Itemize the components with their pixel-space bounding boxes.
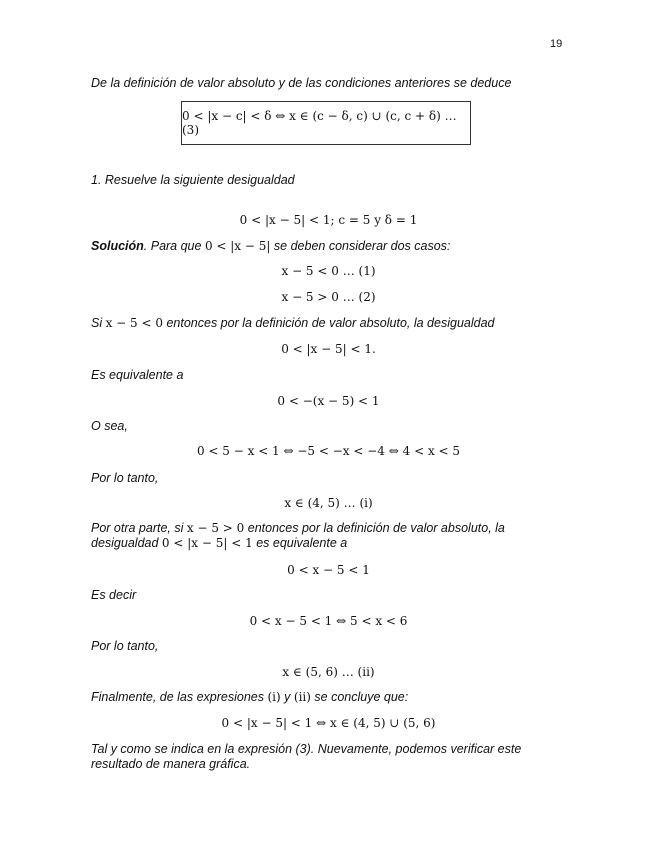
es-decir-text: Es decir	[91, 588, 137, 602]
equation-positive: 0 < x − 5 < 1	[287, 563, 370, 577]
closing-line-1: Tal y como se indica en la expresión (3). Nuevamente, podemos verificar este	[91, 742, 522, 756]
solution-line	[91, 239, 450, 254]
otra-text-d: es equivalente a	[252, 536, 348, 550]
final-text-a: Finalmente, de las expresiones	[91, 690, 268, 704]
si-line	[91, 316, 494, 331]
otra-math-2: 0 < |x − 5| < 1	[161, 536, 253, 550]
finalmente-line	[91, 690, 408, 705]
equation-case-1: x − 5 < 0 … (1)	[281, 264, 376, 278]
equation-chain-2: 0 < x − 5 < 1 ⇔ 5 < x < 6	[249, 614, 408, 628]
final-text-c: se concluye que:	[310, 690, 409, 704]
solution-text-a: . Para que	[143, 239, 205, 253]
intro-text: De la definición de valor absoluto y de las condiciones anteriores se deduce	[91, 76, 512, 90]
otra-math-1: x − 5 > 0	[186, 521, 245, 535]
otra-text-a: Por otra parte, si	[91, 521, 187, 535]
por-lo-tanto-1: Por lo tanto,	[91, 471, 159, 485]
equation-result-i: x ∈ (4, 5) … (i)	[284, 496, 373, 510]
solution-text-b: se deben considerar dos casos:	[270, 239, 451, 253]
otra-text-b: entonces por la definición de valor absoluto, la	[244, 521, 505, 535]
equation-chain-1: 0 < 5 − x < 1 ⇔ −5 < −x < −4 ⇔ 4 < x < 5	[196, 444, 461, 458]
final-math-i: (i)	[267, 690, 281, 704]
equation-inequality: 0 < |x − 5| < 1.	[281, 342, 376, 356]
equation-case-2: x − 5 > 0 … (2)	[281, 290, 376, 304]
otra-parte-line-1	[91, 521, 505, 536]
equation-problem: 0 < |x − 5| < 1; c = 5 y δ = 1	[239, 213, 418, 227]
equation-negative: 0 < −(x − 5) < 1	[277, 394, 380, 408]
solution-math: 0 < |x − 5|	[204, 239, 271, 253]
equation-result-ii: x ∈ (5, 6) … (ii)	[282, 665, 375, 679]
si-math: x − 5 < 0	[105, 316, 163, 330]
boxed-formula: 0 < |x − c| < δ ⇔ x ∈ (c − δ, c) ∪ (c, c + δ) … (3)	[181, 101, 471, 145]
otra-parte-line-2	[91, 536, 347, 551]
si-text-b: entonces por la definición de valor absoluto, la desigualdad	[163, 316, 495, 330]
final-text-b: y	[280, 690, 294, 704]
equation-final: 0 < |x − 5| < 1 ⇔ x ∈ (4, 5) ∪ (5, 6)	[221, 716, 436, 730]
por-lo-tanto-2: Por lo tanto,	[91, 639, 159, 653]
closing-line-2: resultado de manera gráfica.	[91, 757, 251, 771]
si-text-a: Si	[91, 316, 106, 330]
solution-label: Solución	[91, 239, 144, 253]
final-math-ii: (ii)	[293, 690, 311, 704]
es-equivalente-text: Es equivalente a	[91, 368, 184, 382]
o-sea-text: O sea,	[91, 419, 128, 433]
page-number: 19	[550, 38, 563, 50]
exercise-heading: 1. Resuelve la siguiente desigualdad	[91, 173, 295, 187]
otra-text-c: desigualdad	[91, 536, 162, 550]
